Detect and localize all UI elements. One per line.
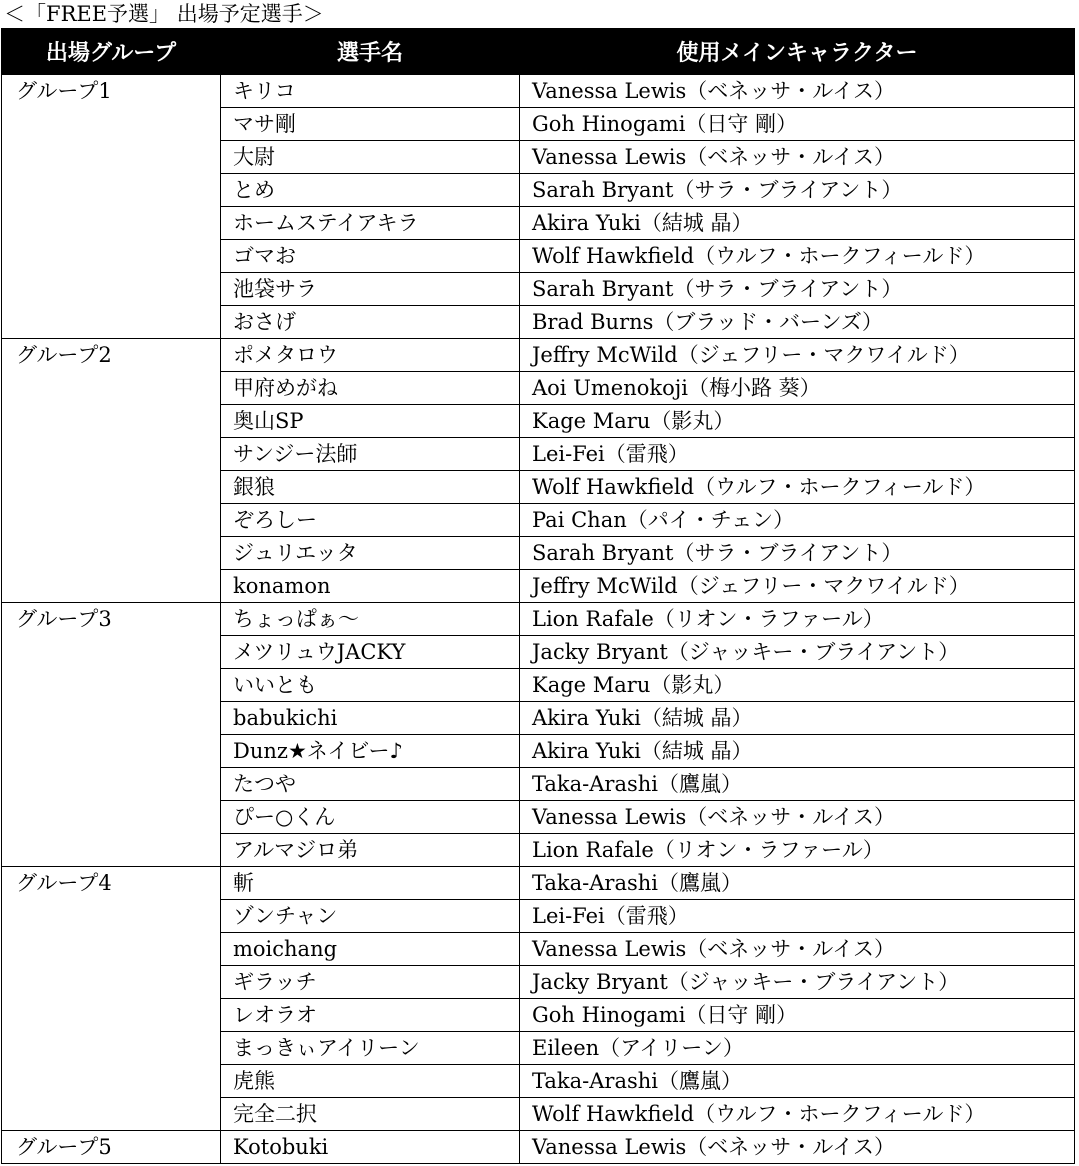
group-name-cell: グループ1 (2, 75, 221, 339)
player-name-cell: おさげ (221, 306, 520, 339)
player-name-cell: メツリュウJACKY (221, 636, 520, 669)
main-character-cell: Vanessa Lewis（ベネッサ・ルイス） (520, 75, 1075, 108)
group-name-cell: グループ2 (2, 339, 221, 603)
player-name-cell: まっきぃアイリーン (221, 1032, 520, 1065)
player-name-cell: babukichi (221, 702, 520, 735)
main-character-cell: Akira Yuki（結城 晶） (520, 735, 1075, 768)
main-character-cell: Taka-Arashi（鷹嵐） (520, 867, 1075, 900)
main-character-cell: Vanessa Lewis（ベネッサ・ルイス） (520, 801, 1075, 834)
main-character-cell: Lei-Fei（雷飛） (520, 438, 1075, 471)
main-character-cell: Eileen（アイリーン） (520, 1032, 1075, 1065)
header-group: 出場グループ (2, 29, 221, 75)
player-name-cell: 甲府めがね (221, 372, 520, 405)
player-name-cell: ゾンチャン (221, 900, 520, 933)
player-name-cell: konamon (221, 570, 520, 603)
roster-table (1, 28, 1075, 1164)
player-name-cell: サンジー法師 (221, 438, 520, 471)
page-caption: ＜「FREE予選」 出場予定選手＞ (4, 2, 324, 26)
player-name-cell: レオラオ (221, 999, 520, 1032)
main-character-cell: Wolf Hawkfield（ウルフ・ホークフィールド） (520, 240, 1075, 273)
main-character-cell: Goh Hinogami（日守 剛） (520, 108, 1075, 141)
main-character-cell: Pai Chan（パイ・チェン） (520, 504, 1075, 537)
player-name-cell: ゴマお (221, 240, 520, 273)
main-character-cell: Kage Maru（影丸） (520, 405, 1075, 438)
main-character-cell: Jeffry McWild（ジェフリー・マクワイルド） (520, 339, 1075, 372)
player-name-cell: 銀狼 (221, 471, 520, 504)
main-character-cell: Vanessa Lewis（ベネッサ・ルイス） (520, 141, 1075, 174)
player-name-cell: moichang (221, 933, 520, 966)
header-row (2, 29, 1075, 75)
player-name-cell: 虎熊 (221, 1065, 520, 1098)
main-character-cell: Lei-Fei（雷飛） (520, 900, 1075, 933)
main-character-cell: Akira Yuki（結城 晶） (520, 207, 1075, 240)
player-name-cell: キリコ (221, 75, 520, 108)
main-character-cell: Vanessa Lewis（ベネッサ・ルイス） (520, 1131, 1075, 1164)
roster-body (2, 75, 1075, 1164)
player-name-cell: 大尉 (221, 141, 520, 174)
main-character-cell: Sarah Bryant（サラ・ブライアント） (520, 174, 1075, 207)
main-character-cell: Jacky Bryant（ジャッキー・ブライアント） (520, 966, 1075, 999)
player-name-cell: 池袋サラ (221, 273, 520, 306)
table-row (2, 75, 1075, 108)
table-row (2, 867, 1075, 900)
table-row (2, 1131, 1075, 1164)
table-row (2, 603, 1075, 636)
main-character-cell: Lion Rafale（リオン・ラファール） (520, 834, 1075, 867)
main-character-cell: Lion Rafale（リオン・ラファール） (520, 603, 1075, 636)
player-name-cell: ぴー○くん (221, 801, 520, 834)
group-name-cell: グループ5 (2, 1131, 221, 1164)
main-character-cell: Jeffry McWild（ジェフリー・マクワイルド） (520, 570, 1075, 603)
group-name-cell: グループ3 (2, 603, 221, 867)
main-character-cell: Wolf Hawkfield（ウルフ・ホークフィールド） (520, 1098, 1075, 1131)
header-player-name: 選手名 (221, 29, 520, 75)
player-name-cell: ぞろしー (221, 504, 520, 537)
main-character-cell: Vanessa Lewis（ベネッサ・ルイス） (520, 933, 1075, 966)
player-name-cell: ポメタロウ (221, 339, 520, 372)
player-name-cell: 完全二択 (221, 1098, 520, 1131)
main-character-cell: Sarah Bryant（サラ・ブライアント） (520, 537, 1075, 570)
player-name-cell: いいとも (221, 669, 520, 702)
main-character-cell: Wolf Hawkfield（ウルフ・ホークフィールド） (520, 471, 1075, 504)
table-row (2, 339, 1075, 372)
group-name-cell: グループ4 (2, 867, 221, 1131)
player-name-cell: とめ (221, 174, 520, 207)
main-character-cell: Akira Yuki（結城 晶） (520, 702, 1075, 735)
main-character-cell: Taka-Arashi（鷹嵐） (520, 1065, 1075, 1098)
player-name-cell: ホームステイアキラ (221, 207, 520, 240)
player-name-cell: アルマジロ弟 (221, 834, 520, 867)
main-character-cell: Sarah Bryant（サラ・ブライアント） (520, 273, 1075, 306)
player-name-cell: Dunz★ネイビー♪ (221, 735, 520, 768)
player-name-cell: 斬 (221, 867, 520, 900)
player-name-cell: Kotobuki (221, 1131, 520, 1164)
player-name-cell: ちょっぱぁ〜 (221, 603, 520, 636)
player-name-cell: マサ剛 (221, 108, 520, 141)
header-main-character: 使用メインキャラクター (520, 29, 1075, 75)
player-name-cell: 奥山SP (221, 405, 520, 438)
player-name-cell: ギラッチ (221, 966, 520, 999)
player-name-cell: たつや (221, 768, 520, 801)
main-character-cell: Kage Maru（影丸） (520, 669, 1075, 702)
main-character-cell: Aoi Umenokoji（梅小路 葵） (520, 372, 1075, 405)
main-character-cell: Taka-Arashi（鷹嵐） (520, 768, 1075, 801)
main-character-cell: Goh Hinogami（日守 剛） (520, 999, 1075, 1032)
main-character-cell: Jacky Bryant（ジャッキー・ブライアント） (520, 636, 1075, 669)
player-name-cell: ジュリエッタ (221, 537, 520, 570)
main-character-cell: Brad Burns（ブラッド・バーンズ） (520, 306, 1075, 339)
